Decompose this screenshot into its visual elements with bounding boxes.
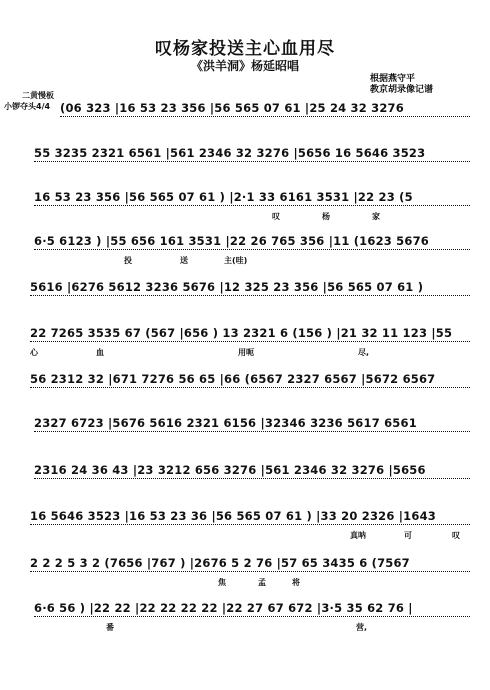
lyric-syllable: 番 (106, 623, 114, 632)
beam-line (34, 431, 470, 432)
lyric-syllable: 将 (292, 578, 300, 587)
score-line (0, 189, 490, 229)
lyric-syllable: 家 (372, 212, 380, 221)
lyric-syllable: 孟 (258, 578, 266, 587)
score-line (0, 555, 490, 595)
beam-line (30, 387, 470, 388)
lyric-syllable: 真呐 (350, 531, 366, 540)
tempo-marking (22, 91, 54, 100)
notation-text: (06 323 |16 53 23 356 |56 565 07 61 |25 24 32 3276 (60, 101, 404, 115)
meter-marking: 小锣夺头4/4 (4, 102, 51, 111)
score-line (0, 100, 490, 140)
beam-line (60, 116, 470, 117)
score-line (0, 233, 490, 273)
lyric-syllable: 焦 (218, 578, 226, 587)
score-line (0, 508, 490, 548)
beam-line (30, 295, 470, 296)
page-subtitle: 《洪羊洞》杨延昭唱 (190, 59, 299, 73)
beam-line (34, 616, 470, 617)
notation-text: 5616 |6276 5612 3236 5676 |12 325 23 356 |56 565 07 61 ) (30, 280, 424, 294)
notation-text: 56 2312 32 |671 7276 56 65 |66 (6567 2327 6567 |5672 6567 (30, 372, 436, 386)
notation-text: 6·6 56 ) |22 22 |22 22 22 22 |22 27 67 672 |3·5 35 62 76 | (34, 601, 413, 615)
lyric-syllable: 血 (96, 348, 104, 357)
beam-line (30, 341, 470, 342)
score-line (0, 145, 490, 185)
beam-line (34, 205, 470, 206)
score-line (0, 279, 490, 319)
score-line (0, 415, 490, 455)
credits (370, 74, 480, 96)
page-title: 叹杨家投送主心血用尽 (155, 39, 335, 59)
lyric-syllable: 尽, (358, 348, 370, 357)
lyric-syllable: 杨 (322, 212, 330, 221)
beam-line (34, 249, 470, 250)
notation-text: 22 7265 3535 67 (567 |656 ) 13 2321 6 (156 ) |21 32 11 123 |55 (30, 326, 453, 340)
lyric-syllable: 可 (404, 531, 412, 540)
score-line (0, 371, 490, 411)
beam-line (34, 161, 470, 162)
score-line (0, 325, 490, 365)
notation-text: 16 5646 3523 |16 53 23 36 |56 565 07 61 ) |33 20 2326 |1643 (30, 509, 436, 523)
beam-line (30, 571, 470, 572)
notation-text: 2327 6723 |5676 5616 2321 6156 |32346 3236 5617 6561 (34, 416, 417, 430)
lyric-syllable: 投 (124, 256, 132, 265)
notation-text: 55 3235 2321 6561 |561 2346 32 3276 |5656 16 5646 3523 (34, 146, 426, 160)
notation-text: 2316 24 36 43 |23 3212 656 3276 |561 2346 32 3276 |5656 (34, 463, 426, 477)
notation-text: 2 2 2 5 3 2 (7656 |767 ) |2676 5 2 76 |57 65 3435 6 (7567 (30, 556, 410, 570)
score-line (0, 600, 490, 640)
lyric-syllable: 主(哇) (224, 256, 248, 265)
score-line (0, 462, 490, 502)
notation-text: 6·5 6123 ) |55 656 161 3531 |22 26 765 356 |11 (1623 5676 (34, 234, 429, 248)
beam-line (30, 524, 470, 525)
credits-line-2: 教京胡录像记谱 (370, 85, 434, 95)
credits-line-1: 根据燕守平 (370, 74, 416, 84)
notation-text: 16 53 23 356 |56 565 07 61 ) |2·1 33 6161 3531 |22 23 (5 (34, 190, 413, 204)
lyric-syllable: 叹 (272, 212, 280, 221)
lyric-syllable: 用呃 (238, 348, 254, 357)
lyric-syllable: 送 (180, 256, 188, 265)
lyric-syllable: 营, (356, 623, 368, 632)
beam-line (34, 478, 470, 479)
tempo-line-1: 二黄慢板 (22, 91, 54, 100)
lyric-syllable: 心 (30, 348, 38, 357)
lyric-syllable: 叹 (452, 531, 460, 540)
